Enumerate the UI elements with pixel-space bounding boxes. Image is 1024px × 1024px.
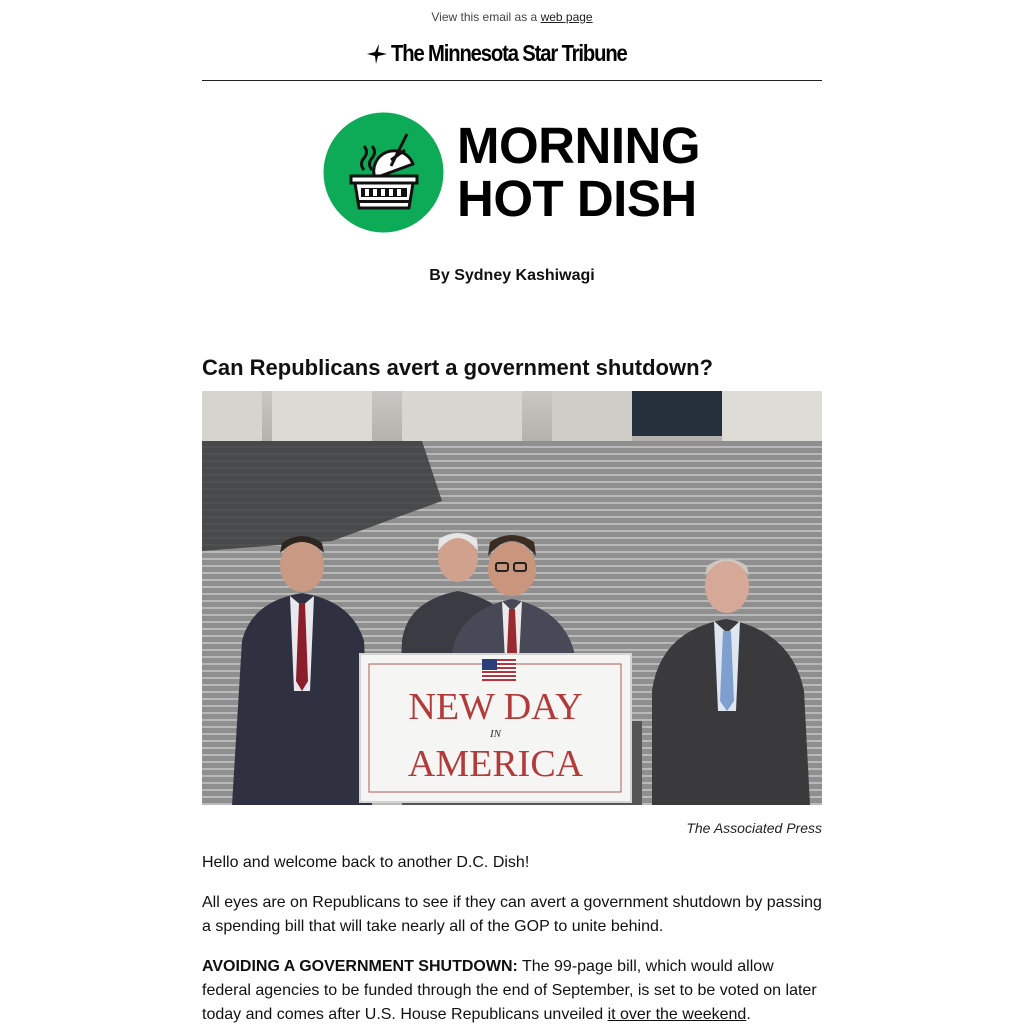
over-the-weekend-link[interactable]: it over the weekend <box>607 1006 747 1023</box>
paragraph-lead: AVOIDING A GOVERNMENT SHUTDOWN: <box>202 958 518 975</box>
masthead-divider <box>202 80 822 81</box>
sign-line2: AMERICA <box>407 743 584 785</box>
paragraph-end: . <box>746 1006 751 1023</box>
american-flag-icon <box>482 659 516 681</box>
masthead-name: The Minnesota Star Tribune <box>390 40 627 66</box>
story-headline: Can Republicans avert a government shutdown? <box>202 355 713 380</box>
story-paragraph-1: Hello and welcome back to another D.C. Dish! <box>202 854 530 871</box>
story-photo[interactable] <box>202 391 822 805</box>
paragraph-body: The 99-page bill, which would allow federal agencies to be funded through the end of September, is set to be voted on later today and comes after U.S. House Republicans unveiled <box>202 958 817 1023</box>
masthead[interactable] <box>0 40 1024 67</box>
photo-credit: The Associated Press <box>686 820 822 836</box>
new-day-in-america-sign <box>360 654 631 802</box>
preheader-text: View this email as a <box>431 10 541 24</box>
star-icon <box>366 43 388 65</box>
newsletter-title <box>457 116 700 227</box>
byline: By Sydney Kashiwagi <box>429 267 595 284</box>
hot-dish-logo-icon <box>323 112 444 233</box>
newsletter-title-line1: MORNING <box>457 116 700 174</box>
story-paragraph-2: All eyes are on Republicans to see if they can avert a government shutdown by passing a spending bill that will take nearly all of the GOP to unite behind. <box>202 894 822 935</box>
story-paragraph-3 <box>202 955 822 1024</box>
sign-in: IN <box>490 728 501 740</box>
newsletter-title-line2: HOT DISH <box>457 169 697 227</box>
sign-line1: NEW DAY <box>408 686 583 728</box>
preheader <box>0 10 1024 24</box>
newsletter-brand <box>323 112 700 233</box>
web-page-link[interactable]: web page <box>540 10 593 24</box>
